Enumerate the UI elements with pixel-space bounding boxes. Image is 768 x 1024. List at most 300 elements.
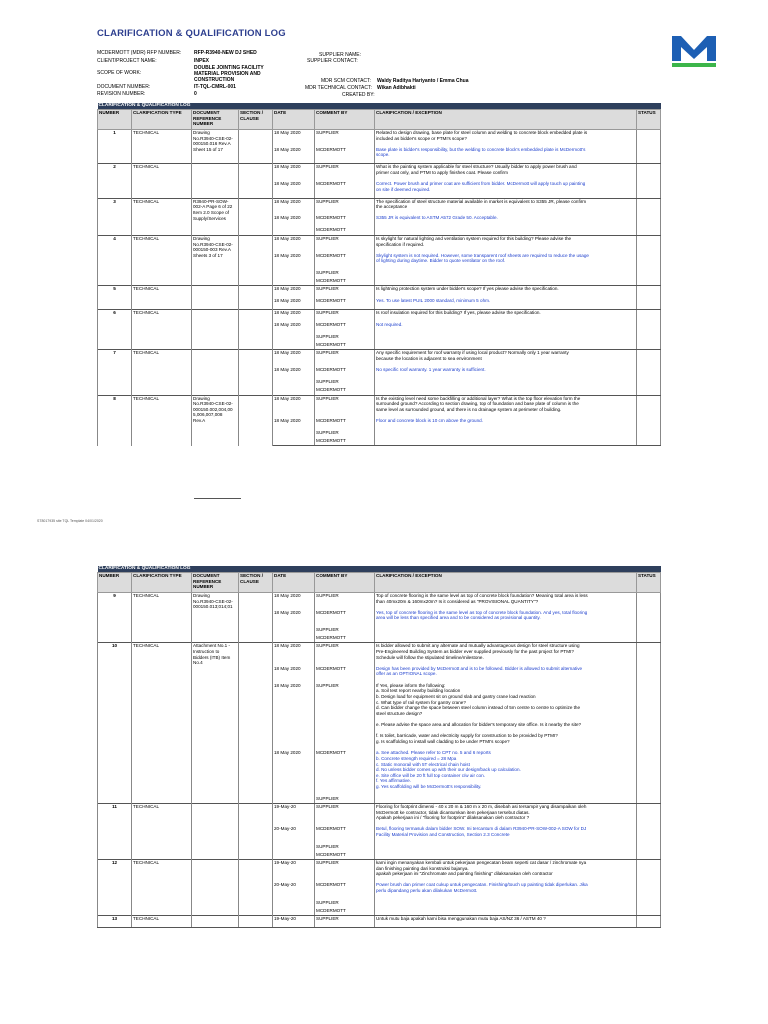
comment-by: MCDERMOTT <box>315 181 375 198</box>
clarification-line: dan finishing painting dari konstruksi bajanya. <box>376 865 469 871</box>
header-number: NUMBER <box>98 573 132 593</box>
entry-date: 19-May-20 <box>273 804 315 827</box>
clarification-line: than 40mx20m & 160mx20m? Is it considered as "PROVISIONAL QUANTITY"? <box>376 598 539 604</box>
status-cell <box>637 627 661 635</box>
clarification-type: TECHNICAL <box>132 235 192 285</box>
doc-ref-line: Drawing <box>193 395 210 401</box>
clarification-line: Schedule will follow the stipulated timeline/milestone. <box>376 654 484 660</box>
clarification-text <box>375 430 637 438</box>
client-value: INPEX <box>194 58 210 64</box>
comment-by: MCDERMOTT <box>315 610 375 627</box>
entry-date: 18 May 2020 <box>273 367 315 379</box>
entry-date: 18 May 2020 <box>273 395 315 418</box>
status-cell <box>637 826 661 843</box>
clarification-line: Is bidder allowed to submit any alternate and mutually advantageous design for steel structure using <box>376 643 580 649</box>
clarification-type: TECHNICAL <box>132 916 192 928</box>
entry-date <box>273 796 315 804</box>
clarification-text <box>375 908 637 916</box>
comment-by: MCDERMOTT <box>315 635 375 643</box>
comment-by: SUPPLIER <box>315 804 375 827</box>
row-number: 2 <box>98 164 132 198</box>
clarification-line: e. Please advise the space area and allocation for bidder's temporary site office. Is it nearby the site? <box>376 722 582 728</box>
clarification-line: The specification of steel structure material available in market is equivalent to S355 JR, please confirm <box>376 198 587 204</box>
row-number: 8 <box>98 395 132 446</box>
document-number-label: DOCUMENT NUMBER: <box>97 84 151 90</box>
entry-date <box>273 387 315 395</box>
document-reference <box>192 286 239 310</box>
revision-label: REVISION NUMBER: <box>97 91 146 97</box>
clarification-line: offer as an OPTIONAL scope. <box>376 671 437 677</box>
doc-ref-line: Drawing <box>193 593 210 598</box>
clarification-line: Floor and concrete block is 10 cm above the ground. <box>376 417 483 423</box>
clarification-text <box>375 334 637 342</box>
status-cell <box>637 796 661 804</box>
clarification-line: surrounded ground? According to section drawing, top of foundation and base plate of column is the <box>376 401 579 407</box>
entry-date <box>273 227 315 235</box>
doc-ref-line: Supply/Services <box>193 215 226 221</box>
clarification-line: Top of concrete flooring is the same level as top of concrete block foundation? Meaning total area is less <box>376 593 588 598</box>
comment-by: SUPPLIER <box>315 593 375 610</box>
comment-by: SUPPLIER <box>315 379 375 387</box>
comment-by: MCDERMOTT <box>315 882 375 899</box>
clarification-text <box>375 610 637 627</box>
status-cell <box>637 804 661 827</box>
document-reference <box>192 310 239 350</box>
entry-date <box>273 438 315 446</box>
clarification-text <box>375 635 637 643</box>
clarification-text <box>375 438 637 446</box>
comment-by: MCDERMOTT <box>315 147 375 164</box>
entry-date <box>273 270 315 278</box>
entry-date: 18 May 2020 <box>273 310 315 322</box>
technical-contact-value: Wikan Adibhakti <box>377 85 416 91</box>
comment-by: SUPPLIER <box>315 350 375 367</box>
supplier-contact-label: SUPPLIER CONTACT: <box>307 58 358 64</box>
document-title: CLARIFICATION & QUALIFICATION LOG <box>97 28 286 39</box>
clarification-text <box>375 627 637 635</box>
clarification-text <box>375 235 637 252</box>
doc-ref-line: 5,006,007,008 <box>193 412 223 418</box>
status-cell <box>637 666 661 683</box>
entry-date <box>273 844 315 852</box>
entry-date: 20-May-20 <box>273 882 315 899</box>
doc-ref-line: 000150.016 Rev.A <box>193 141 231 147</box>
clarification-type: TECHNICAL <box>132 643 192 804</box>
header-docref: DOCUMENT REFERENCE NUMBER <box>192 573 239 593</box>
status-cell <box>637 198 661 215</box>
clarification-table-page-2 <box>97 566 661 928</box>
table-row <box>98 130 661 147</box>
row-number: 1 <box>98 130 132 164</box>
comment-by: SUPPLIER <box>315 235 375 252</box>
rfp-value: RFP-R3940-NEW DJ SHED <box>194 50 257 56</box>
comment-by: MCDERMOTT <box>315 908 375 916</box>
clarification-text <box>375 750 637 795</box>
doc-ref-line: No.R3940-CSE-02- <box>193 135 233 141</box>
clarification-line: included as bidder's scope or PTMI's scope? <box>376 135 467 141</box>
comment-by: MCDERMOTT <box>315 666 375 683</box>
comment-by: MCDERMOTT <box>315 215 375 227</box>
comment-by: MCDERMOTT <box>315 367 375 379</box>
clarification-line: of lighting during daytime. Bidder to quote ventilator on the roof. <box>376 258 506 264</box>
clarification-line: Power brush dan primer coat cukup untuk pengecatan. Finishing/touch up painting tidak diperlukan. Jika <box>376 882 588 888</box>
status-cell <box>637 916 661 928</box>
header-type: CLARIFICATION TYPE <box>132 573 192 593</box>
doc-ref-line: No.R3940-CSE-02- <box>193 598 233 604</box>
section-title: CLARIFICATION & QUALIFICATION LOG <box>98 103 661 110</box>
header-status: STATUS <box>637 573 661 593</box>
section-clause <box>239 916 273 928</box>
doc-ref-line: 002-A Page 6 of 22 <box>193 204 233 210</box>
clarification-line: g. Is scaffolding to install wall cladding to be under PTMI's scope? <box>376 738 510 744</box>
entry-date: 18 May 2020 <box>273 181 315 198</box>
comment-by: SUPPLIER <box>315 916 375 928</box>
clarification-line: Betul, flooring termasuk dalam bidder SOW. Ini tercantum di dalam R3940-PR-SOW-002-A SOW for DJ <box>376 826 587 832</box>
header-docref: DOCUMENT REFERENCE NUMBER <box>192 110 239 130</box>
entry-date <box>273 334 315 342</box>
row-number: 5 <box>98 286 132 310</box>
comment-by: MCDERMOTT <box>315 750 375 795</box>
status-cell <box>637 322 661 334</box>
clarification-line: Facility Material Provision and Construction, Section 2.3 Concrete <box>376 832 510 838</box>
row-number: 7 <box>98 350 132 395</box>
section-clause <box>239 593 273 643</box>
table-row <box>98 198 661 215</box>
clarification-line: Untuk mutu baja apakah kami bisa menggunakan mutu baja AS/NZ 36 / ASTM 40 ? <box>376 916 546 922</box>
doc-ref-line: Sheets 3 of 17 <box>193 252 223 258</box>
entry-date <box>273 379 315 387</box>
status-cell <box>637 253 661 270</box>
table-row <box>98 643 661 666</box>
entry-date <box>273 908 315 916</box>
table-row <box>98 916 661 928</box>
signature-line <box>194 498 241 499</box>
comment-by: MCDERMOTT <box>315 826 375 843</box>
clarification-type: TECHNICAL <box>132 860 192 916</box>
status-cell <box>637 438 661 446</box>
entry-date <box>273 430 315 438</box>
clarification-text <box>375 286 637 298</box>
entry-date: 18 May 2020 <box>273 610 315 627</box>
comment-by: MCDERMOTT <box>315 298 375 310</box>
revision-value: 0 <box>194 91 197 97</box>
table-row <box>98 235 661 252</box>
doc-ref-line: No.4 <box>193 660 203 666</box>
comment-by: SUPPLIER <box>315 286 375 298</box>
doc-ref-line: Sheet 15 of 17 <box>193 146 223 152</box>
document-reference <box>192 593 239 643</box>
comment-by: MCDERMOTT <box>315 322 375 334</box>
status-cell <box>637 342 661 350</box>
comment-by: SUPPLIER <box>315 270 375 278</box>
status-cell <box>637 215 661 227</box>
clarification-text <box>375 130 637 147</box>
clarification-type: TECHNICAL <box>132 130 192 164</box>
clarification-text <box>375 916 637 928</box>
status-cell <box>637 430 661 438</box>
clarification-text <box>375 395 637 418</box>
entry-date: 18 May 2020 <box>273 198 315 215</box>
doc-ref-line: Drawing <box>193 235 210 241</box>
status-cell <box>637 235 661 252</box>
clarification-text <box>375 298 637 310</box>
scm-contact-value: Waldy Raditya Hariyanto / Emma Chua <box>377 78 469 84</box>
header-date: DATE <box>273 110 315 130</box>
comment-by: MCDERMOTT <box>315 387 375 395</box>
doc-ref-line: 000150.002,004,00 <box>193 406 233 412</box>
entry-date: 18 May 2020 <box>273 322 315 334</box>
section-clause <box>239 130 273 164</box>
section-clause <box>239 395 273 446</box>
clarification-line: f. Is toilet, barricade, water and electricity supply for construction to be provided by PTMI? <box>376 733 558 739</box>
clarification-line: f. Yes affirmative. <box>376 778 411 784</box>
section-clause <box>239 643 273 804</box>
section-clause <box>239 804 273 860</box>
comment-by: SUPPLIER <box>315 334 375 342</box>
comment-by: MCDERMOTT <box>315 278 375 286</box>
clarification-text <box>375 227 637 235</box>
entry-date: 18 May 2020 <box>273 418 315 430</box>
document-metadata <box>97 50 697 110</box>
header-row <box>98 110 661 130</box>
entry-date: 19-May-20 <box>273 916 315 928</box>
clarification-text <box>375 882 637 899</box>
clarification-text <box>375 350 637 367</box>
status-cell <box>637 387 661 395</box>
clarification-line: b. Concrete strength required = 28 Mpa <box>376 756 457 762</box>
clarification-line: Yes. To use latest PUIL 2000 standard, minimum 5 ohm. <box>376 297 491 303</box>
clarification-text <box>375 253 637 270</box>
scope-label: SCOPE OF WORK: <box>97 70 142 76</box>
comment-by: SUPPLIER <box>315 198 375 215</box>
entry-date <box>273 342 315 350</box>
rfp-label: MCDERMOTT (MDR) RFP NUMBER: <box>97 50 182 56</box>
clarification-text <box>375 418 637 430</box>
section-clause <box>239 286 273 310</box>
document-reference <box>192 235 239 285</box>
doc-ref-line: Instruction to <box>193 648 220 654</box>
section-clause <box>239 860 273 916</box>
clarification-text <box>375 844 637 852</box>
clarification-line: Yes, top of concrete flooring is the same level as top of concrete block foundation. And yes, total flooring <box>376 609 588 615</box>
doc-ref-line: Attachment No.1 - <box>193 643 231 649</box>
status-cell <box>637 298 661 310</box>
status-cell <box>637 908 661 916</box>
clarification-line: Skylight system is not required. However, some transparent roof sheets are required to reduce the usage <box>376 252 589 258</box>
row-number: 4 <box>98 235 132 285</box>
comment-by: MCDERMOTT <box>315 227 375 235</box>
header-clar: CLARIFICATION / EXCEPTION <box>375 110 637 130</box>
clarification-text <box>375 164 637 181</box>
scope-value-line2: MATERIAL PROVISION AND <box>194 71 261 77</box>
section-clause <box>239 350 273 395</box>
clarification-line: S355 JR is equivalent to ASTM A572 Grade 50. Acceptable. <box>376 215 498 221</box>
entry-date: 18 May 2020 <box>273 750 315 795</box>
status-cell <box>637 418 661 430</box>
document-reference <box>192 198 239 235</box>
entry-date: 18 May 2020 <box>273 593 315 610</box>
comment-by: SUPPLIER <box>315 164 375 181</box>
status-cell <box>637 635 661 643</box>
document-reference <box>192 350 239 395</box>
document-reference <box>192 395 239 446</box>
document-reference <box>192 860 239 916</box>
entry-date: 18 May 2020 <box>273 286 315 298</box>
entry-date: 18 May 2020 <box>273 298 315 310</box>
status-cell <box>637 379 661 387</box>
clarification-type: TECHNICAL <box>132 395 192 446</box>
clarification-text <box>375 804 637 827</box>
status-cell <box>637 900 661 908</box>
clarification-line: e. Site office will be 20 ft full top container c/w air con. <box>376 772 485 778</box>
comment-by: SUPPLIER <box>315 310 375 322</box>
clarification-type: TECHNICAL <box>132 804 192 860</box>
clarification-line: primer coat only, and PTMI to apply finishes coat. Please confirm <box>376 169 508 175</box>
scm-contact-label: MDR SCM CONTACT: <box>321 78 371 84</box>
row-number: 13 <box>98 916 132 928</box>
clarification-text <box>375 387 637 395</box>
header-comment: COMMENT BY <box>315 110 375 130</box>
entry-date <box>273 278 315 286</box>
status-cell <box>637 610 661 627</box>
clarification-type: TECHNICAL <box>132 350 192 395</box>
clarification-text <box>375 666 637 683</box>
status-cell <box>637 270 661 278</box>
clarification-line: Design has been provided by McDermott and is to be followed. Bidder is allowed to submit alternative <box>376 665 583 671</box>
doc-ref-line: 000150.013;014;01 <box>193 604 233 610</box>
clarification-line: Base plate is bidder's responsibility, but the welding to concrete block's embedded plate is McDermott's <box>376 146 586 152</box>
clarification-line: Is roof insulation required for this building? If yes, please advise the specification. <box>376 310 541 316</box>
clarification-line: the acceptance <box>376 204 408 210</box>
clarification-line: Any specific requirement for roof warranty if using local product? Normally only 1 year warranty <box>376 350 569 356</box>
status-cell <box>637 310 661 322</box>
table-row <box>98 804 661 827</box>
clarification-line: Is lightning protection system under bidder's scope? If yes please advise the specification. <box>376 286 559 292</box>
table-row <box>98 395 661 418</box>
entry-date: 18 May 2020 <box>273 253 315 270</box>
entry-date <box>273 900 315 908</box>
clarification-type: TECHNICAL <box>132 164 192 198</box>
entry-date: 20-May-20 <box>273 826 315 843</box>
clarification-line: c. Static monorail with 5T electrical chain hoist <box>376 761 470 767</box>
entry-date: 18 May 2020 <box>273 643 315 666</box>
clarification-line: Correct. Power brush and primer coat are sufficient from bidder. McDermott will apply touch up painting <box>376 181 586 187</box>
header-status: STATUS <box>637 110 661 130</box>
header-date: DATE <box>273 573 315 593</box>
clarification-line: a. See attached. Please refer to CPT no. 5 and 6 reports <box>376 750 491 756</box>
comment-by: SUPPLIER <box>315 900 375 908</box>
comment-by: SUPPLIER <box>315 130 375 147</box>
clarification-line: Is the existing level need some backfilling or additional layer? What is the top floor elevation form the <box>376 395 581 401</box>
entry-date: 19-May-20 <box>273 860 315 883</box>
status-cell <box>637 395 661 418</box>
template-footnote: ST8017935 site TQL Template 04/01/2020 <box>37 519 103 523</box>
entry-date: 18 May 2020 <box>273 683 315 751</box>
table-row <box>98 286 661 298</box>
row-number: 9 <box>98 593 132 643</box>
doc-ref-line: Item 2.0 Scope of <box>193 209 230 215</box>
clarification-line: Apakah pekerjaan ini / "flooring for footprint" dilaksanakan oleh contractor ? <box>376 815 530 821</box>
doc-ref-line: 000150-003 Rev.A <box>193 247 231 253</box>
row-number: 3 <box>98 198 132 235</box>
row-number: 10 <box>98 643 132 804</box>
comment-by: MCDERMOTT <box>315 852 375 860</box>
comment-by: MCDERMOTT <box>315 418 375 430</box>
clarification-line: Related to design drawing, base plate for steel column and welding to concrete block embedded plate is <box>376 130 588 135</box>
clarification-text <box>375 593 637 610</box>
row-number: 6 <box>98 310 132 350</box>
entry-date: 18 May 2020 <box>273 147 315 164</box>
clarification-line: Not required. <box>376 321 403 327</box>
header-section: SECTION / CLAUSE <box>239 573 273 593</box>
doc-ref-line: Rev.A <box>193 417 206 423</box>
clarification-text <box>375 342 637 350</box>
doc-ref-line: R3940-PR-SOW- <box>193 198 229 204</box>
clarification-text <box>375 860 637 883</box>
row-number: 11 <box>98 804 132 860</box>
comment-by: MCDERMOTT <box>315 342 375 350</box>
status-cell <box>637 844 661 852</box>
clarification-text <box>375 322 637 334</box>
clarification-line: No specific roof warranty. 1 year warranty is sufficient. <box>376 367 486 372</box>
entry-date: 18 May 2020 <box>273 130 315 147</box>
doc-ref-line: Drawing <box>193 130 210 135</box>
clarification-line: If Yes, please inform the following: <box>376 682 446 688</box>
clarification-line: Flooring for footprint dimensi - 40 x 20 m & 160 m x 20 m, disebah asi tersampir yang disampaikan oleh <box>376 804 587 810</box>
status-cell <box>637 860 661 883</box>
comment-by: SUPPLIER <box>315 395 375 418</box>
clarification-text <box>375 852 637 860</box>
clarification-type: TECHNICAL <box>132 310 192 350</box>
document-reference <box>192 130 239 164</box>
entry-date <box>273 635 315 643</box>
clarification-line: area will be less than specified area and to be considered as provisional quantity. <box>376 615 541 621</box>
status-cell <box>637 278 661 286</box>
header-clar: CLARIFICATION / EXCEPTION <box>375 573 637 593</box>
comment-by: SUPPLIER <box>315 860 375 883</box>
status-cell <box>637 683 661 751</box>
clarification-line: scope. <box>376 152 390 158</box>
status-cell <box>637 286 661 298</box>
clarification-line: What is the painting system applicable for steel structure? Usually bidder to apply power brush and <box>376 164 577 170</box>
clarification-text <box>375 367 637 379</box>
comment-by: MCDERMOTT <box>315 438 375 446</box>
clarification-line: c. What type of rail system for gantry crane? <box>376 699 466 705</box>
clarification-text <box>375 379 637 387</box>
clarification-line: McDermott ke contractor, tidak dicantumkan item pekerjaan tersebut diatas. <box>376 809 530 815</box>
page-2 <box>0 540 768 1024</box>
clarification-text <box>375 643 637 666</box>
clarification-text <box>375 198 637 215</box>
section-clause <box>239 164 273 198</box>
clarification-text <box>375 826 637 843</box>
comment-by: SUPPLIER <box>315 844 375 852</box>
entry-date: 18 May 2020 <box>273 235 315 252</box>
status-cell <box>637 750 661 795</box>
status-cell <box>637 882 661 899</box>
header-section: SECTION / CLAUSE <box>239 110 273 130</box>
entry-date: 18 May 2020 <box>273 215 315 227</box>
clarification-line: on site if deemed required. <box>376 186 431 192</box>
entry-date <box>273 852 315 860</box>
clarification-line: specification if required. <box>376 241 425 247</box>
table-row <box>98 310 661 322</box>
doc-ref-line: Bidders (ITB) Item <box>193 654 231 660</box>
status-cell <box>637 852 661 860</box>
document-reference <box>192 804 239 860</box>
comment-by: SUPPLIER <box>315 683 375 751</box>
clarification-type: TECHNICAL <box>132 286 192 310</box>
